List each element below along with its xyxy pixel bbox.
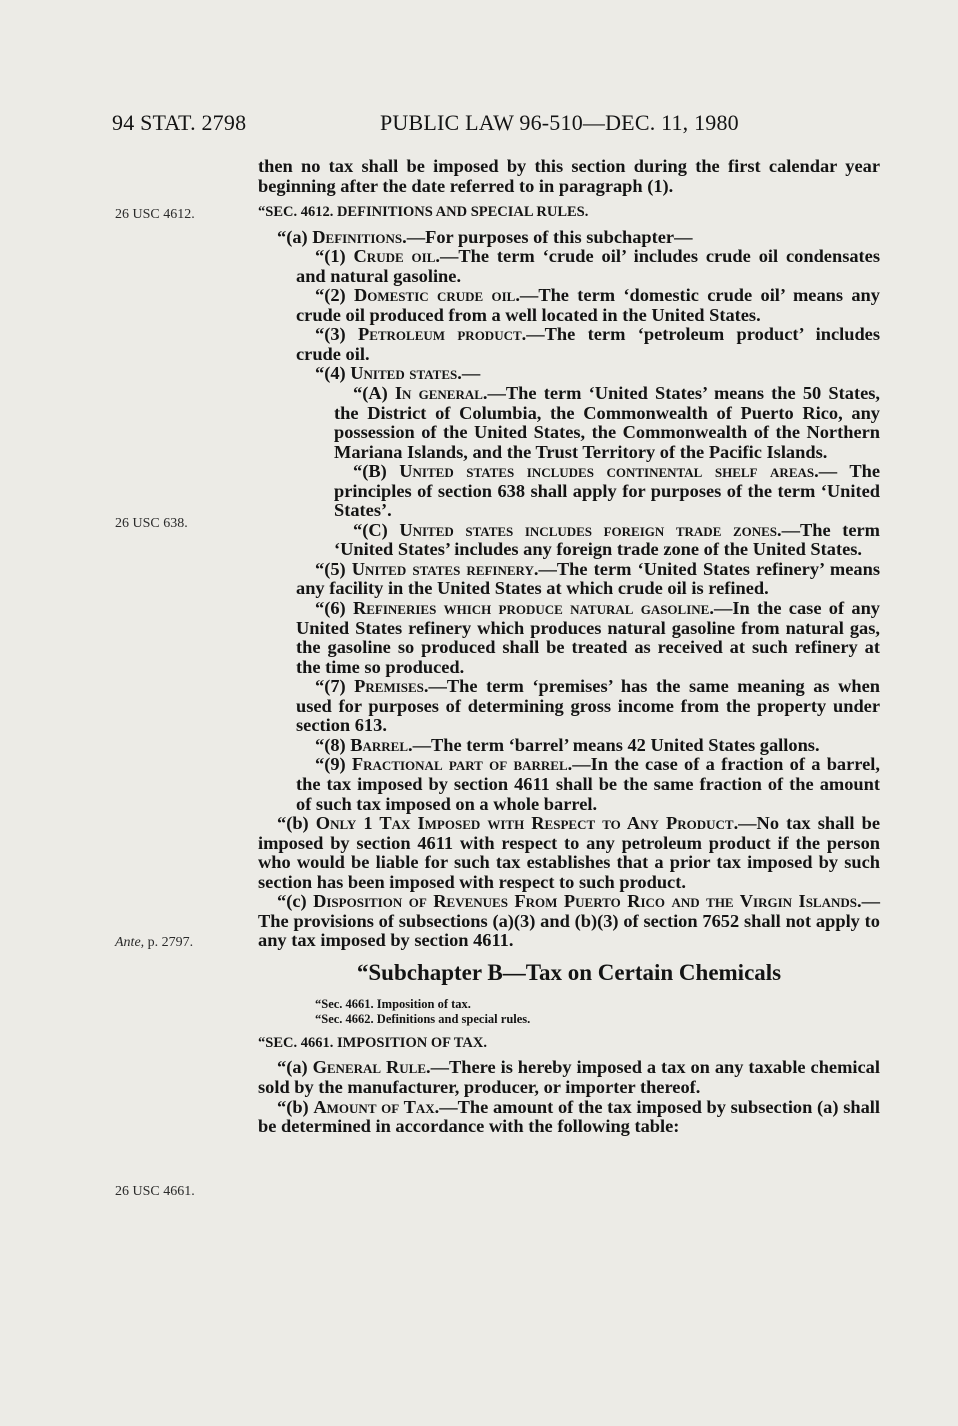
paragraph: “(9) Fractional part of barrel.—In the case of a fraction of a barrel, the tax imposed by section 4611 shall be the same fraction of the amount of such tax imposed on a whole barrel. bbox=[296, 754, 880, 814]
subsection: “(a) General Rule.—There is hereby imposed a tax on any taxable chemical sold by the manufacturer, producer, or importer thereof. bbox=[258, 1057, 880, 1097]
subparagraph: “(B) United states includes continental shelf areas.— The principles of section 638 shall apply for purposes of the term ‘United States’. bbox=[334, 461, 880, 521]
section-heading: “SEC. 4612. DEFINITIONS AND SPECIAL RULES. bbox=[258, 204, 589, 221]
margin-citation: 26 USC 4661. bbox=[115, 1184, 195, 1199]
paragraph: “(4) United states.— bbox=[315, 363, 481, 384]
paragraph: “(8) Barrel.—The term ‘barrel’ means 42 United States gallons. bbox=[315, 734, 820, 755]
subparagraph: “(A) In general.—The term ‘United States’ means the 50 States, the District of Columbia, the Commonwealth of Puerto Rico, any possession of the United States, the Commonwealth of the Northern Mariana Islands, and the Trust Territory of the Pacific Islands. bbox=[334, 383, 880, 462]
margin-cross-reference bbox=[115, 935, 193, 951]
margin-cross-reference-ital: Ante, bbox=[115, 935, 145, 950]
margin-cross-reference-rest: p. 2797. bbox=[144, 935, 194, 950]
subchapter-heading: “Subchapter B—Tax on Certain Chemicals bbox=[356, 959, 782, 985]
page-reference: 94 STAT. 2798 bbox=[112, 110, 247, 135]
paragraph: “(3) Petroleum product.—The term ‘petroleum product’ includes crude oil. bbox=[296, 324, 880, 364]
subsection: “(c) Disposition of Revenues From Puerto Rico and the Virgin Islands.—The provisions of subsections (a)(3) and (b)(3) of section 7652 shall not apply to any tax imposed by section 4611. bbox=[258, 891, 880, 951]
subparagraph: “(C) United states includes foreign trade zones.—The term ‘United States’ includes any foreign trade zone of the United States. bbox=[334, 519, 881, 560]
margin-citation: 26 USC 638. bbox=[115, 516, 188, 531]
toc-entry: “Sec. 4661. Imposition of tax. bbox=[315, 996, 471, 1011]
paragraph: “(5) United states refinery.—The term ‘United States refinery’ means any facility in the United States at which crude oil is refined. bbox=[296, 558, 880, 599]
margin-citation: 26 USC 4612. bbox=[115, 207, 195, 222]
subsection: “(b) Amount of Tax.—The amount of the tax imposed by subsection (a) shall be determined in accordance with the following table: bbox=[258, 1096, 880, 1137]
subsection: “(b) Only 1 Tax Imposed with Respect to Any Product.—No tax shall be imposed by section 4611 with respect to any petroleum product if the person who would be liable for such tax establishes that a prior tax imposed by such section has been imposed with respect to such product. bbox=[258, 813, 880, 892]
paragraph: “(2) Domestic crude oil.—The term ‘domestic crude oil’ means any crude oil produced from a well located in the United States. bbox=[296, 285, 880, 325]
statute-text bbox=[258, 157, 880, 1137]
subsection: “(a) Definitions.—For purposes of this subchapter— bbox=[277, 226, 693, 247]
section-heading: “SEC. 4661. IMPOSITION OF TAX. bbox=[258, 1034, 487, 1051]
continued-paragraph: then no tax shall be imposed by this section during the first calendar year beginning after the date referred to in paragraph (1). bbox=[258, 156, 880, 196]
paragraph: “(6) Refineries which produce natural gasoline.—In the case of any United States refinery which produces natural gasoline from natural gas, the gasoline so produced shall be treated as received at such refinery at the time so produced. bbox=[296, 598, 880, 677]
public-law-header: PUBLIC LAW 96-510—DEC. 11, 1980 bbox=[380, 110, 739, 135]
toc-entry: “Sec. 4662. Definitions and special rules. bbox=[315, 1011, 531, 1026]
paragraph: “(7) Premises.—The term ‘premises’ has the same meaning as when used for purposes of determining gross income from the property under section 613. bbox=[296, 676, 880, 736]
paragraph: “(1) Crude oil.—The term ‘crude oil’ includes crude oil condensates and natural gasoline. bbox=[296, 246, 880, 286]
